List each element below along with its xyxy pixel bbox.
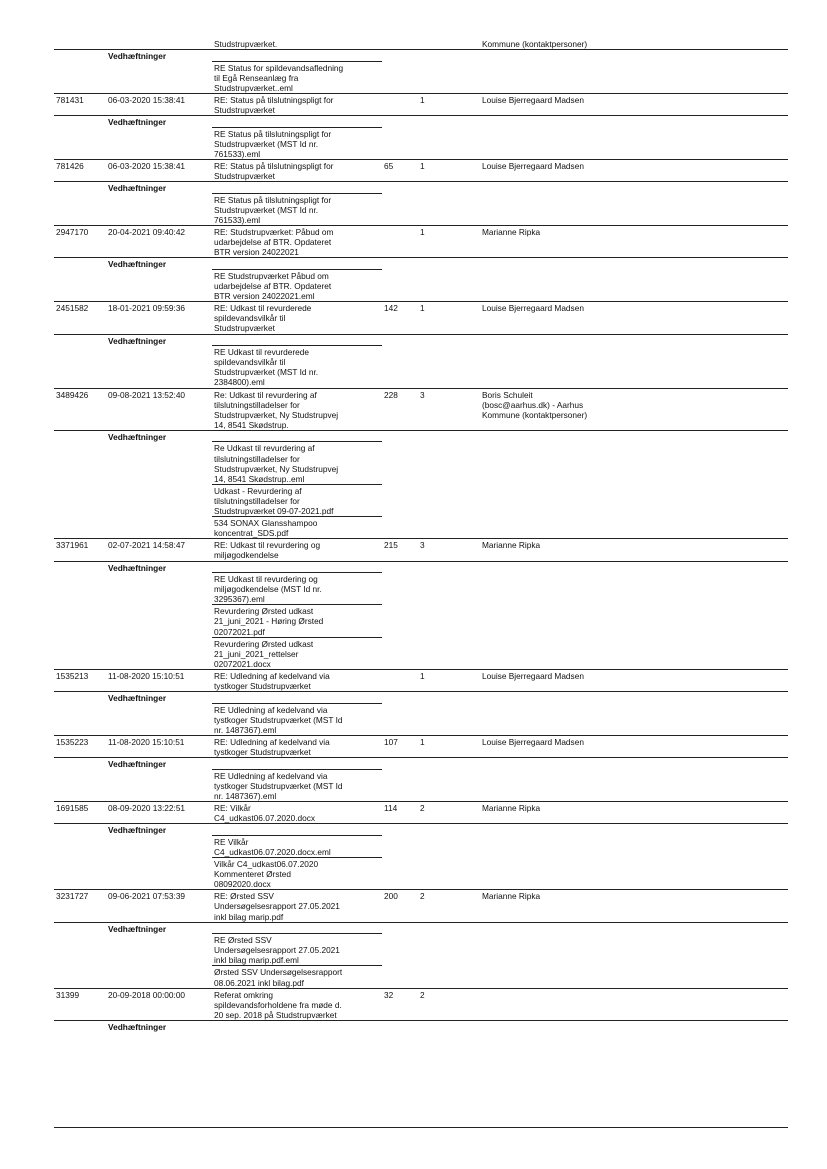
- table-row: [54, 388, 788, 430]
- record-count: 1: [418, 302, 480, 334]
- bottom-divider: [54, 1127, 788, 1128]
- attachment-name: RE Ørsted SSV Undersøgelsesrapport 27.05.2021 inkl bilag marip.pdf.eml: [212, 934, 382, 966]
- record-party: Kommune (kontaktpersoner): [482, 39, 588, 49]
- record-party: Marianne Ripka: [480, 539, 788, 561]
- record-pages: [382, 226, 418, 258]
- record-count: 2: [418, 988, 480, 1020]
- record-date: 02-07-2021 14:58:47: [106, 539, 212, 561]
- attachments-label: Vedhæftninger: [106, 430, 212, 442]
- attachment-name: 534 SONAX Glansshampoo koncentrat_SDS.pdf: [212, 517, 382, 539]
- attachment-name: Revurdering Ørsted udkast 21_juni_2021_rettelser 02072021.docx: [212, 637, 382, 669]
- record-pages: [382, 669, 418, 691]
- attachment-row: [54, 966, 788, 988]
- attachment-name: RE Status for spildevandsafledning til Egå Renseanlæg fra Studstrupværket..eml: [212, 61, 382, 93]
- record-pages: 114: [382, 802, 418, 824]
- record-title: RE: Udledning af kedelvand via tystkoger Studstrupværket: [212, 736, 382, 758]
- attachment-name: Udkast - Revurdering af tilslutningstilladelser for Studstrupværket 09-07-2021.pdf: [212, 484, 382, 516]
- record-count: 1: [418, 736, 480, 758]
- record-count: 1: [418, 93, 480, 115]
- record-id: 1691585: [54, 802, 106, 824]
- attachments-header: [54, 258, 788, 270]
- attachment-row: [54, 269, 788, 301]
- record-pages: 200: [382, 890, 418, 922]
- attachment-name: RE Udkast til revurdering og miljøgodkendelse (MST Id nr. 3295367).eml: [212, 573, 382, 605]
- attachment-row: [54, 517, 788, 539]
- record-count: 2: [418, 802, 480, 824]
- attachment-name: RE Vilkår C4_udkast06.07.2020.docx.eml: [212, 835, 382, 857]
- record-id: 781431: [54, 93, 106, 115]
- record-party: Louise Bjerregaard Madsen: [480, 93, 788, 115]
- record-date: 09-06-2021 07:53:39: [106, 890, 212, 922]
- record-date: 06-03-2020 15:38:41: [106, 93, 212, 115]
- attachment-name: Re Udkast til revurdering af tilslutningstilladelser for Studstrupværket, Ny Studstrupvej 14, 8541 Skødstrup..eml: [212, 442, 382, 484]
- record-count: 3: [418, 539, 480, 561]
- record-party: Marianne Ripka: [480, 802, 788, 824]
- attachment-name: RE Studstrupværket Påbud om udarbejdelse af BTR. Opdateret BTR version 24022021.eml: [212, 269, 382, 301]
- attachment-row: [54, 637, 788, 669]
- attachment-name: Vilkår C4_udkast06.07.2020 Kommenteret Ørsted 08092020.docx: [212, 858, 382, 890]
- attachments-header: [54, 758, 788, 770]
- table-row: [54, 802, 788, 824]
- attachment-row: [54, 835, 788, 857]
- attachment-name: RE Udkast til revurderede spildevandsvilkår til Studstrupværket (MST Id nr. 2384800).eml: [212, 346, 382, 388]
- record-date: 20-09-2018 00:00:00: [106, 988, 212, 1020]
- table-row: [54, 93, 788, 115]
- attachment-row: [54, 703, 788, 735]
- record-id: 31399: [54, 988, 106, 1020]
- table-row: [54, 38, 788, 50]
- record-count: 1: [418, 226, 480, 258]
- record-title: RE: Status på tilslutningspligt for Studstrupværket: [212, 160, 382, 182]
- attachment-row: [54, 769, 788, 801]
- record-pages: 228: [382, 388, 418, 430]
- record-pages: 65: [382, 160, 418, 182]
- record-pages: 215: [382, 539, 418, 561]
- attachment-row: [54, 573, 788, 605]
- record-title: Re: Udkast til revurdering af tilslutningstilladelser for Studstrupværket, Ny Studstrupvej 14, 8541 Skødstrup.: [212, 388, 382, 430]
- record-date: 06-03-2020 15:38:41: [106, 160, 212, 182]
- attachments-header: [54, 182, 788, 194]
- attachment-row: [54, 442, 788, 484]
- record-title: Referat omkring spildevandsforholdene fra møde d. 20 sep. 2018 på Studstrupværket: [212, 988, 382, 1020]
- record-pages: 107: [382, 736, 418, 758]
- document-table: [54, 38, 788, 1032]
- table-row: [54, 160, 788, 182]
- attachments-header: [54, 334, 788, 346]
- record-title: RE: Studstrupværket: Påbud om udarbejdelse af BTR. Opdateret BTR version 24022021: [212, 226, 382, 258]
- attachments-header: [54, 116, 788, 128]
- record-title: RE: Udkast til revurderede spildevandsvilkår til Studstrupværket: [212, 302, 382, 334]
- record-title: RE: Udkast til revurdering og miljøgodkendelse: [212, 539, 382, 561]
- record-pages: 32: [382, 988, 418, 1020]
- attachment-row: [54, 193, 788, 225]
- record-party: Louise Bjerregaard Madsen: [480, 302, 788, 334]
- attachments-label: Vedhæftninger: [106, 758, 212, 770]
- record-party: Marianne Ripka: [480, 226, 788, 258]
- record-party: Louise Bjerregaard Madsen: [480, 160, 788, 182]
- record-id: 3231727: [54, 890, 106, 922]
- record-id: 2451582: [54, 302, 106, 334]
- record-date: 18-01-2021 09:59:36: [106, 302, 212, 334]
- attachments-label: Vedhæftninger: [106, 922, 212, 934]
- table-row: [54, 539, 788, 561]
- record-id: 2947170: [54, 226, 106, 258]
- attachment-name: Revurdering Ørsted udkast 21_juni_2021 - Høring Ørsted 02072021.pdf: [212, 605, 382, 637]
- attachment-name: RE Status på tilslutningspligt for Studstrupværket (MST Id nr. 761533).eml: [212, 193, 382, 225]
- record-party: Marianne Ripka: [480, 890, 788, 922]
- record-party: Louise Bjerregaard Madsen: [480, 669, 788, 691]
- attachment-row: [54, 484, 788, 516]
- attachment-row: [54, 127, 788, 159]
- attachments-label: Vedhæftninger: [106, 182, 212, 194]
- table-row: [54, 669, 788, 691]
- record-count: 3: [418, 388, 480, 430]
- record-id: 1535223: [54, 736, 106, 758]
- attachment-name: RE Status på tilslutningspligt for Studstrupværket (MST Id nr. 761533).eml: [212, 127, 382, 159]
- record-title: RE: Vilkår C4_udkast06.07.2020.docx: [212, 802, 382, 824]
- record-date: 11-08-2020 15:10:51: [106, 736, 212, 758]
- table-row: [54, 226, 788, 258]
- attachments-label: Vedhæftninger: [106, 50, 212, 62]
- attachment-name: RE Udledning af kedelvand via tystkoger Studstrupværket (MST Id nr. 1487367).eml: [212, 769, 382, 801]
- attachments-label: Vedhæftninger: [106, 258, 212, 270]
- record-pages: [382, 93, 418, 115]
- record-date: 09-08-2021 13:52:40: [106, 388, 212, 430]
- record-party: Louise Bjerregaard Madsen: [480, 736, 788, 758]
- attachments-header: [54, 1020, 788, 1032]
- record-date: 20-04-2021 09:40:42: [106, 226, 212, 258]
- attachment-row: [54, 934, 788, 966]
- attachment-row: [54, 858, 788, 890]
- attachment-name: Ørsted SSV Undersøgelsesrapport 08.06.2021 inkl bilag.pdf: [212, 966, 382, 988]
- record-pages: 142: [382, 302, 418, 334]
- record-id: 1535213: [54, 669, 106, 691]
- attachments-label: Vedhæftninger: [106, 116, 212, 128]
- record-id: 3371961: [54, 539, 106, 561]
- attachments-header: [54, 50, 788, 62]
- attachment-name: RE Udledning af kedelvand via tystkoger Studstrupværket (MST Id nr. 1487367).eml: [212, 703, 382, 735]
- attachments-header: [54, 561, 788, 573]
- table-row: [54, 302, 788, 334]
- table-row: [54, 890, 788, 922]
- attachments-label: Vedhæftninger: [106, 824, 212, 836]
- attachments-label: Vedhæftninger: [106, 561, 212, 573]
- record-title: RE: Status på tilslutningspligt for Studstrupværket: [212, 93, 382, 115]
- record-title: RE: Udledning af kedelvand via tystkoger Studstrupværket: [212, 669, 382, 691]
- attachments-header: [54, 824, 788, 836]
- record-id: 781426: [54, 160, 106, 182]
- record-count: 1: [418, 160, 480, 182]
- attachments-label: Vedhæftninger: [106, 1020, 212, 1032]
- attachments-header: [54, 922, 788, 934]
- attachment-row: [54, 346, 788, 388]
- record-title: RE: Ørsted SSV Undersøgelsesrapport 27.05.2021 inkl bilag marip.pdf: [212, 890, 382, 922]
- attachments-header: [54, 430, 788, 442]
- record-party: [480, 988, 788, 1020]
- record-title: Studstrupværket.: [214, 39, 278, 49]
- record-party: Boris Schuleit (bosc@aarhus.dk) - Aarhus Kommune (kontaktpersoner): [480, 388, 788, 430]
- record-id: 3489426: [54, 388, 106, 430]
- attachment-row: [54, 605, 788, 637]
- record-count: 1: [418, 669, 480, 691]
- table-row: [54, 736, 788, 758]
- attachments-label: Vedhæftninger: [106, 334, 212, 346]
- record-date: 08-09-2020 13:22:51: [106, 802, 212, 824]
- record-count: 2: [418, 890, 480, 922]
- attachment-row: [54, 61, 788, 93]
- record-date: 11-08-2020 15:10:51: [106, 669, 212, 691]
- attachments-header: [54, 692, 788, 704]
- table-row: [54, 988, 788, 1020]
- attachments-label: Vedhæftninger: [106, 692, 212, 704]
